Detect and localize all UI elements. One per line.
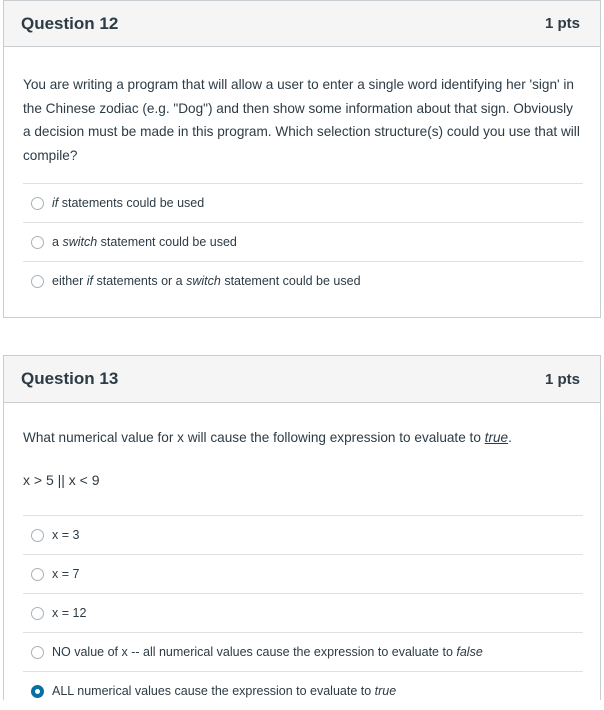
radio-button[interactable] bbox=[31, 236, 44, 249]
answer-label: x = 7 bbox=[52, 567, 80, 581]
radio-button[interactable] bbox=[31, 607, 44, 620]
answer-option[interactable] bbox=[23, 632, 583, 671]
question-12-card bbox=[3, 0, 601, 318]
question-points: 1 pts bbox=[544, 15, 580, 32]
answer-option[interactable] bbox=[23, 554, 583, 593]
answer-label: ALL numerical values cause the expression to evaluate to true bbox=[52, 684, 397, 698]
answer-option[interactable] bbox=[23, 593, 583, 632]
answer-label: a switch statement could be used bbox=[52, 235, 237, 249]
question-title: Question 13 bbox=[21, 369, 119, 388]
answer-option[interactable] bbox=[23, 515, 583, 554]
answer-list bbox=[23, 183, 583, 300]
expression: x > 5 || x < 9 bbox=[23, 472, 100, 488]
radio-button[interactable] bbox=[31, 529, 44, 542]
radio-button[interactable] bbox=[31, 275, 44, 288]
question-header bbox=[4, 1, 600, 47]
answer-option[interactable] bbox=[23, 261, 583, 300]
radio-button[interactable] bbox=[31, 197, 44, 210]
question-text: What numerical value for x will cause the following expression to evaluate to true. bbox=[23, 430, 512, 445]
radio-button[interactable] bbox=[31, 568, 44, 581]
answer-option[interactable] bbox=[23, 183, 583, 222]
answer-list bbox=[23, 515, 583, 710]
question-13-card bbox=[3, 355, 601, 700]
radio-button[interactable] bbox=[31, 646, 44, 659]
question-text: You are writing a program that will allow a user to enter a single word identifying her 'sign' in the Chinese zodiac (e.g. "Dog") and then show some information about that sign. Obviously a decision must be made in this program. Which selection structure(s) could you use that will compile? bbox=[23, 77, 580, 163]
answer-label: x = 12 bbox=[52, 606, 87, 620]
answer-label: NO value of x -- all numerical values cause the expression to evaluate to false bbox=[52, 645, 483, 659]
question-title: Question 12 bbox=[21, 13, 119, 33]
question-points: 1 pts bbox=[544, 370, 580, 388]
answer-option-selected[interactable] bbox=[23, 671, 583, 710]
radio-button-selected[interactable] bbox=[31, 685, 44, 698]
question-header bbox=[4, 356, 600, 403]
answer-option[interactable] bbox=[23, 222, 583, 261]
answer-label: if statements could be used bbox=[52, 196, 205, 210]
answer-label: either if statements or a switch statement could be used bbox=[52, 274, 361, 288]
answer-label: x = 3 bbox=[52, 528, 80, 542]
